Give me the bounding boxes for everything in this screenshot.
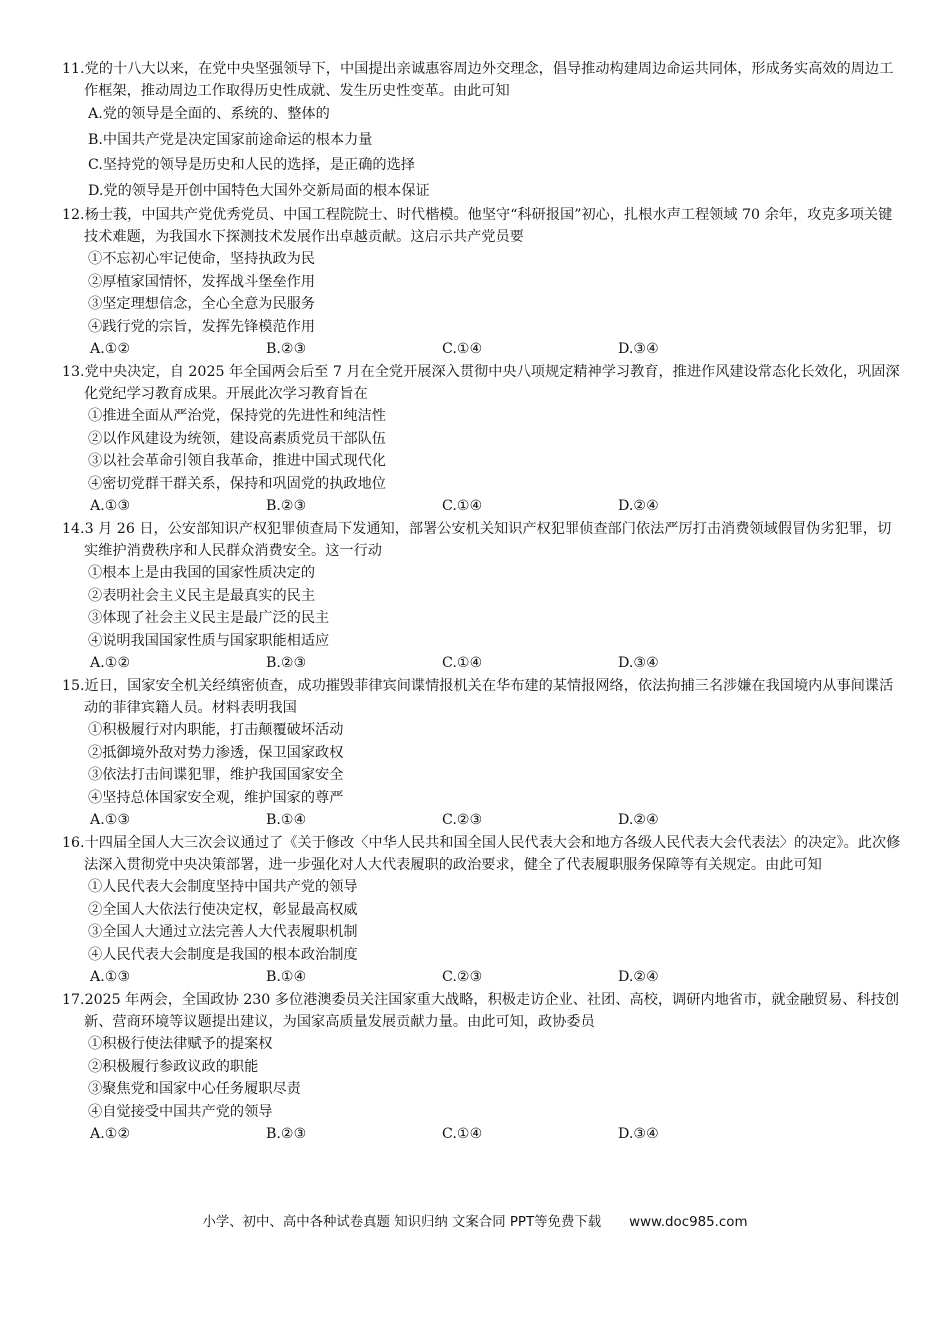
statement-2: ②以作风建设为统领，建设高素质党员干部队伍 (88, 430, 386, 447)
statement-2: ②表明社会主义民主是最真实的民主 (88, 587, 316, 604)
option-d: D.党的领导是开创中国特色大国外交新局面的根本保证 (88, 182, 430, 199)
choice-d: D.②④ (618, 812, 659, 828)
statement-1: ①推进全面从严治党，保持党的先进性和纯洁性 (88, 408, 386, 424)
footer-site-link[interactable]: www.doc985.com (629, 1215, 748, 1230)
statement-1: ①积极履行对内职能，打击颠覆破坏活动 (88, 722, 344, 738)
choice-a: A.①③ (90, 812, 131, 828)
statement-3: ③依法打击间谍犯罪，维护我国国家安全 (88, 767, 344, 783)
question-list (62, 58, 904, 1146)
choice-c: C.②③ (442, 969, 483, 985)
statement-1: ①人民代表大会制度坚持中国共产党的领导 (88, 879, 358, 895)
footer-text: 小学、初中、高中各种试卷真题 知识归纳 文案合同 PPT等免费下载 (202, 1215, 602, 1230)
question-17 (62, 989, 904, 1146)
answer-choices (62, 495, 904, 518)
choice-b: B.②③ (266, 498, 307, 514)
choice-b: B.①④ (266, 812, 307, 828)
question-stem: 15.近日，国家安全机关经缜密侦查，成功摧毁菲律宾间谍情报机关在华布建的某情报网络，依法拘捕三名涉嫌在我国境内从事间谍活动的菲律宾籍人员。材料表明我国 (62, 678, 894, 716)
choice-a: A.①③ (90, 969, 131, 985)
choice-b: B.②③ (266, 341, 307, 357)
statement-list (62, 1033, 904, 1123)
choice-c: C.②③ (442, 812, 483, 828)
answer-choices (62, 809, 904, 832)
statement-4: ④自觉接受中国共产党的领导 (88, 1103, 273, 1120)
statement-list (62, 719, 904, 809)
statement-4: ④人民代表大会制度是我国的根本政治制度 (88, 946, 358, 963)
page-footer (0, 1213, 950, 1233)
statement-4: ④践行党的宗旨，发挥先锋模范作用 (88, 318, 316, 335)
choice-d: D.③④ (618, 1126, 659, 1142)
question-stem: 17.2025 年两会，全国政协 230 多位港澳委员关注国家重大战略，积极走访企业、社团、高校，调研内地省市，就金融贸易、科技创新、营商环境等议题提出建议，为国家高质量发展贡献力量。由此可知，政协委员 (62, 992, 900, 1030)
choice-d: D.③④ (618, 655, 659, 671)
choice-d: D.②④ (618, 498, 659, 514)
statement-3: ③体现了社会主义民主是最广泛的民主 (88, 610, 330, 626)
question-stem: 11.党的十八大以来，在党中央坚强领导下，中国提出亲诚惠容周边外交理念，倡导推动构建周边命运共同体，形成务实高效的周边工作框架，推动周边工作取得历史性成就、发生历史性变革。由此可知 (62, 61, 894, 99)
statement-2: ②厚植家国情怀，发挥战斗堡垒作用 (88, 273, 316, 290)
choice-b: B.①④ (266, 969, 307, 985)
statement-3: ③全国人大通过立法完善人大代表履职机制 (88, 924, 358, 940)
choice-a: A.①② (90, 655, 131, 671)
choice-a: A.①③ (90, 498, 131, 514)
statement-list (62, 562, 904, 652)
option-list (62, 102, 904, 204)
choice-d: D.②④ (618, 969, 659, 985)
question-13 (62, 361, 904, 518)
question-14 (62, 518, 904, 675)
choice-c: C.①④ (442, 1126, 483, 1142)
choice-d: D.③④ (618, 341, 659, 357)
statement-3: ③聚焦党和国家中心任务履职尽责 (88, 1081, 301, 1097)
question-16 (62, 832, 904, 989)
question-15 (62, 675, 904, 832)
choice-b: B.②③ (266, 1126, 307, 1142)
question-stem: 14.3 月 26 日，公安部知识产权犯罪侦查局下发通知，部署公安机关知识产权犯罪侦查部门依法严厉打击消费领域假冒伪劣犯罪，切实维护消费秩序和人民群众消费安全。这一行动 (62, 521, 892, 559)
statement-2: ②积极履行参政议政的职能 (88, 1058, 259, 1075)
statement-list (62, 876, 904, 966)
choice-b: B.②③ (266, 655, 307, 671)
choice-a: A.①② (90, 341, 131, 357)
option-a: A.党的领导是全面的、系统的、整体的 (88, 106, 330, 122)
choice-c: C.①④ (442, 341, 483, 357)
statement-1: ①根本上是由我国的国家性质决定的 (88, 565, 316, 581)
choice-a: A.①② (90, 1126, 131, 1142)
statement-1: ①不忘初心牢记使命，坚持执政为民 (88, 251, 316, 267)
option-c: C.坚持党的领导是历史和人民的选择，是正确的选择 (88, 157, 415, 173)
statement-2: ②抵御境外敌对势力渗透，保卫国家政权 (88, 744, 344, 761)
statement-3: ③以社会革命引领自我革命，推进中国式现代化 (88, 453, 386, 469)
option-b: B.中国共产党是决定国家前途命运的根本力量 (88, 131, 373, 148)
statement-4: ④密切党群干群关系，保持和巩固党的执政地位 (88, 475, 386, 492)
answer-choices (62, 338, 904, 361)
statement-3: ③坚定理想信念，全心全意为民服务 (88, 296, 316, 312)
question-stem: 13.党中央决定，自 2025 年全国两会后至 7 月在全党开展深入贯彻中央八项规定精神学习教育，推进作风建设常态化长效化，巩固深化党纪学习教育成果。开展此次学习教育旨在 (62, 364, 900, 402)
statement-1: ①积极行使法律赋予的提案权 (88, 1036, 273, 1052)
question-stem: 12.杨士莪，中国共产党优秀党员、中国工程院院士、时代楷模。他坚守“科研报国”初心，扎根水声工程领域 70 余年，攻克多项关键技术难题，为我国水下探测技术发展作出卓越贡献。这启示共产党员要 (62, 207, 893, 245)
choice-c: C.①④ (442, 498, 483, 514)
question-11 (62, 58, 904, 204)
statement-2: ②全国人大依法行使决定权，彰显最高权威 (88, 901, 358, 918)
answer-choices (62, 652, 904, 675)
question-12 (62, 204, 904, 361)
question-stem: 16.十四届全国人大三次会议通过了《关于修改〈中华人民共和国全国人民代表大会和地方各级人民代表大会代表法〉的决定》。此次修法深入贯彻党中央决策部署，进一步强化对人大代表履职的政治要求，健全了代表履职服务保障等有关规定。由此可知 (62, 835, 901, 873)
statement-4: ④说明我国国家性质与国家职能相适应 (88, 632, 330, 649)
answer-choices (62, 966, 904, 989)
statement-list (62, 405, 904, 495)
answer-choices (62, 1123, 904, 1146)
statement-list (62, 248, 904, 338)
statement-4: ④坚持总体国家安全观，维护国家的尊严 (88, 789, 344, 806)
choice-c: C.①④ (442, 655, 483, 671)
